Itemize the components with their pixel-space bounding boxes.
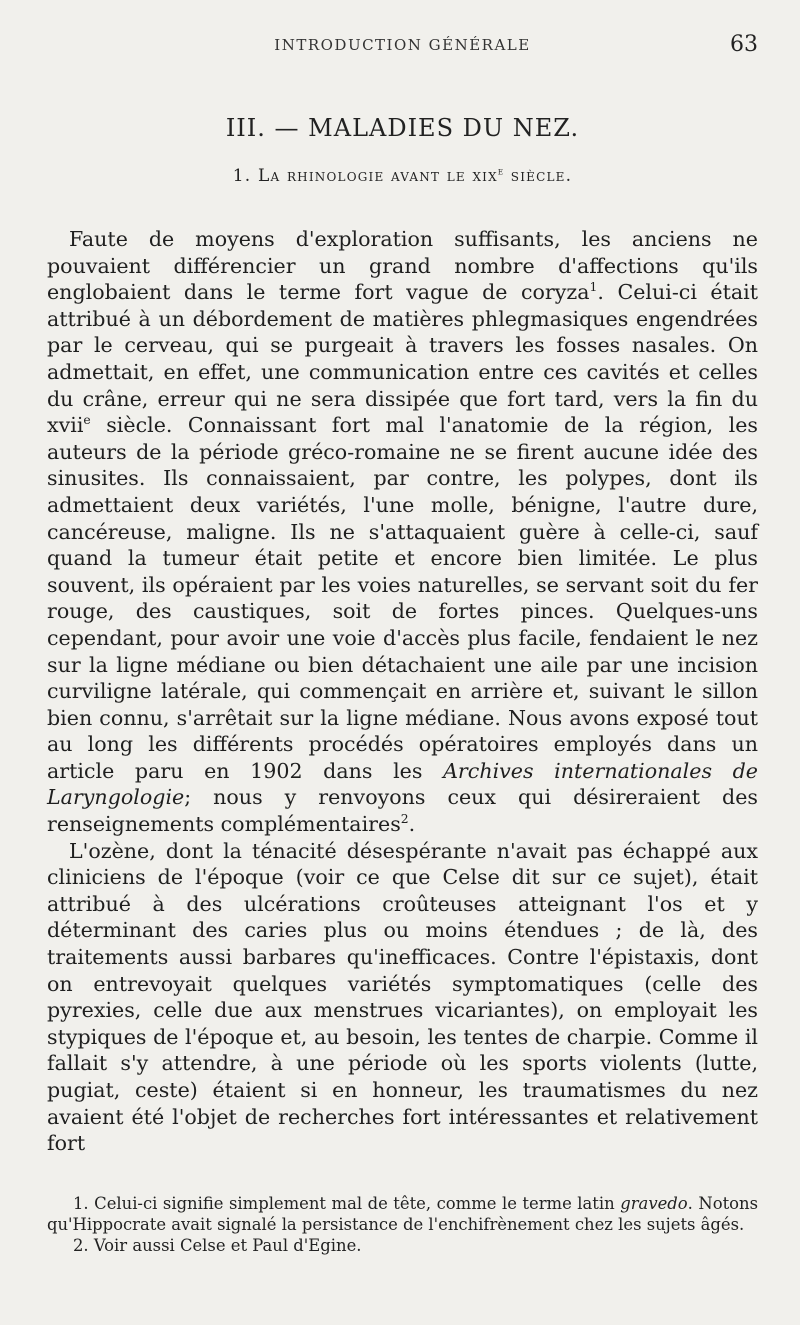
- section-title-superscript: e: [497, 166, 505, 178]
- section-title-suffix: siècle.: [504, 166, 573, 186]
- footnote-1-text-a: 1. Celui-ci signifie simplement mal de tête, comme le terme latin: [73, 1194, 621, 1213]
- paragraph-1-text-a: Faute de moyens d'exploration suffisants, les anciens ne pouvaient différencier un grand nombre d'affections qu'ils englobaient dans le terme fort vague de coryza: [47, 227, 758, 305]
- chapter-heading: III. — MALADIES DU NEZ.: [225, 114, 580, 142]
- running-header: [47, 32, 758, 64]
- paragraph-1-text-c: siècle. Connaissant fort mal l'anatomie de la région, les auteurs de la période gréco-romaine ne se firent aucune idée des sinusites. Ils connaissaient, par contre, les polypes, dont ils admettaient deux variétés, l'une molle, bénigne, l'autre dure, cancéreuse, maligne. Ils ne s'attaquaient guère à celle-ci, sauf quand la tumeur était petite et encore bien limitée. Le plus souvent, ils opéraient par les voies naturelles, se servant soit du fer rouge, des caustiques, soit de fortes pinces. Quelques-uns cependant, pour avoir une voie d'accès plus facile, fendaient le nez sur la ligne médiane ou bien détachaient une aile par une incision curviligne latérale, qui commençait en arrière et, suivant le sillon bien connu, s'arrêtait sur la ligne médiane. Nous avons exposé tout au long les différents procédés opératoires employés dans un article paru en 1902 dans les: [47, 413, 758, 783]
- section-title: [258, 166, 572, 186]
- footnote-1-text-b: . Notons qu'Hippocrate avait signalé la persistance de l'enchifrènement chez les sujets âgés.: [47, 1194, 758, 1235]
- running-title: INTRODUCTION GÉNÉRALE: [274, 36, 531, 54]
- footnote-ref-1: 1: [589, 280, 598, 295]
- paragraph-1-text-d: ; nous y renvoyons ceux qui désireraient des renseignements complémentaires: [47, 785, 758, 837]
- footnote-1: [47, 1193, 758, 1235]
- footnote-ref-2: 2: [400, 812, 409, 827]
- paragraph-1-text-b: . Celui-ci était attribué à un débordement de matières phlegmasiques engendrées par le cerveau, qui se purgeait à travers les fosses nasales. On admettait, en effet, une communication entre ces cavités et celles du crâne, erreur qui ne sera dissipée que fort tard, vers la fin du xvii: [47, 280, 758, 438]
- section-title-text: La rhinologie avant le xix: [257, 166, 498, 186]
- section-number: 1.: [232, 166, 252, 186]
- paragraph-1: [47, 226, 758, 838]
- page-number: 63: [730, 32, 758, 57]
- journal-title: Archives internationales de Laryngologie: [47, 758, 758, 810]
- footnote-2: 2. Voir aussi Celse et Paul d'Egine.: [73, 1236, 362, 1256]
- section-heading: [47, 166, 758, 186]
- century-superscript: e: [83, 413, 91, 428]
- footnotes: [47, 1193, 758, 1257]
- paragraph-2: L'ozène, dont la ténacité désespérante n'avait pas échappé aux cliniciens de l'époque (voir ce que Celse dit sur ce sujet), était attribué à des ulcérations croûteuses atteignant l'os et y déterminant des caries plus ou moins étendues ; de là, des traitements aussi barbares qu'inefficaces. Contre l'épistaxis, dont on entrevoyait quelques variétés symptomatiques (celle des pyrexies, celle due aux menstrues vicariantes), on employait les stypiques de l'époque et, au besoin, les tentes de charpie. Comme il fallait s'y attendre, à une période où les sports violents (lutte, pugiat, ceste) étaient si en honneur, les traumatismes du nez avaient été l'objet de recherches fort intéressantes et relativement fort: [47, 838, 758, 1156]
- paragraph-1-text-e: .: [408, 812, 416, 837]
- body-text: [47, 226, 758, 1157]
- footnote-1-italic: gravedo: [620, 1194, 688, 1213]
